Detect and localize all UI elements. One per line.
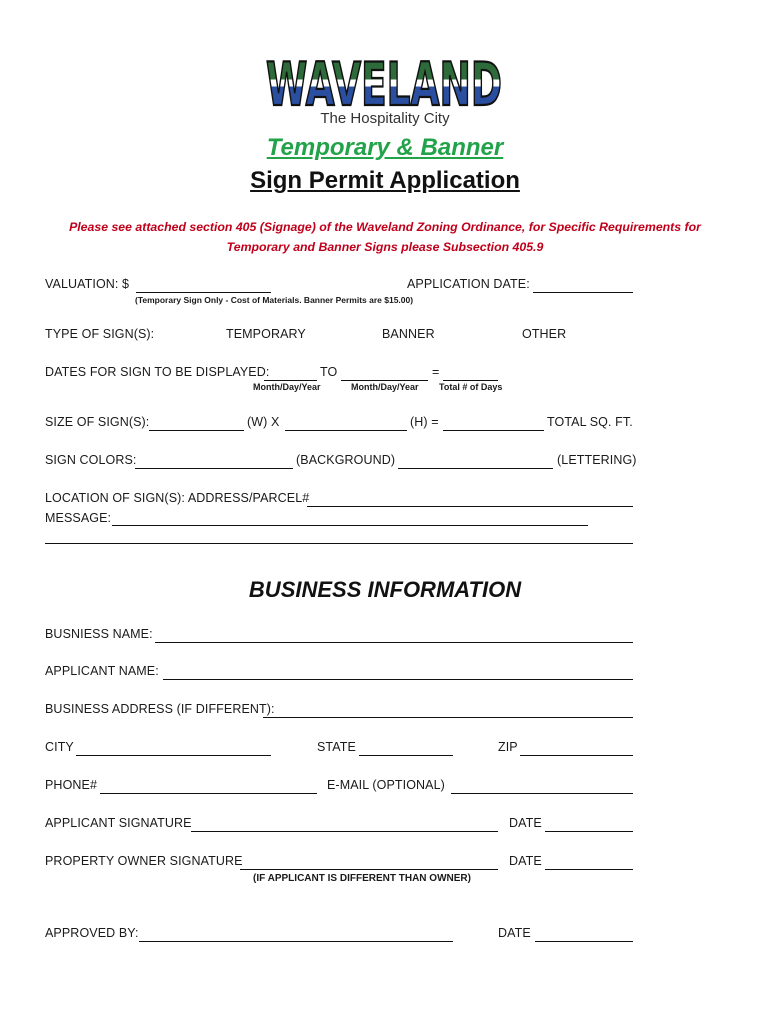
applicant-date-field[interactable]	[545, 831, 633, 832]
approved-by-label: APPROVED BY:	[45, 926, 139, 940]
background-label: (BACKGROUND)	[296, 453, 396, 467]
business-name-field[interactable]	[155, 642, 633, 643]
applicant-name-label: APPLICANT NAME:	[45, 664, 159, 678]
notice-line-1: Please see attached section 405 (Signage) of the Waveland Zoning Ordinance, for Specific Requirements for	[69, 220, 701, 234]
logo-wordmark: WAVELAND	[266, 50, 502, 110]
business-information-heading: BUSINESS INFORMATION	[248, 577, 522, 602]
dates-displayed-label: DATES FOR SIGN TO BE DISPLAYED:	[45, 365, 270, 379]
zip-label: ZIP	[498, 740, 518, 754]
total-days-caption: Total # of Days	[439, 382, 503, 392]
title-temporary-banner: Temporary & Banner	[266, 134, 504, 161]
message-field-line-2[interactable]	[45, 543, 633, 544]
total-days-field[interactable]	[443, 380, 498, 381]
owner-note: (IF APPLICANT IS DIFFERENT THAN OWNER)	[253, 873, 471, 884]
date-format-end: Month/Day/Year	[351, 382, 419, 392]
size-label: SIZE OF SIGN(S):	[45, 415, 150, 429]
phone-field[interactable]	[100, 793, 317, 794]
business-name-label: BUSNIESS NAME:	[45, 627, 153, 641]
approved-date-label: DATE	[498, 926, 531, 940]
lettering-label: (LETTERING)	[557, 453, 637, 467]
valuation-note: (Temporary Sign Only - Cost of Materials. Banner Permits are $15.00)	[135, 295, 414, 305]
tagline: The Hospitality City	[320, 110, 450, 127]
date-format-start: Month/Day/Year	[253, 382, 321, 392]
end-date-field[interactable]	[341, 380, 428, 381]
notice-line-2: Temporary and Banner Signs please Subsection 405.9	[226, 240, 544, 254]
applicant-date-label: DATE	[509, 816, 542, 830]
business-address-label: BUSINESS ADDRESS (IF DIFFERENT):	[45, 702, 275, 716]
location-field[interactable]	[307, 506, 633, 507]
message-label: MESSAGE:	[45, 511, 112, 525]
dates-to-label: TO	[320, 365, 338, 379]
total-sqft-label: TOTAL SQ. FT.	[547, 415, 633, 429]
zip-field[interactable]	[520, 755, 633, 756]
email-label: E-MAIL (OPTIONAL)	[327, 778, 445, 792]
applicant-signature-field[interactable]	[191, 831, 498, 832]
waveland-logo: W WAVELAND	[262, 44, 506, 110]
business-address-field[interactable]	[263, 717, 633, 718]
city-label: CITY	[45, 740, 74, 754]
width-field[interactable]	[149, 430, 244, 431]
application-date-field[interactable]	[533, 292, 633, 293]
sign-colors-label: SIGN COLORS:	[45, 453, 137, 467]
applicant-signature-label: APPLICANT SIGNATURE	[45, 816, 192, 830]
location-label: LOCATION OF SIGN(S): ADDRESS/PARCEL#	[45, 491, 310, 505]
phone-label: PHONE#	[45, 778, 98, 792]
height-field[interactable]	[285, 430, 407, 431]
lettering-color-field[interactable]	[398, 468, 553, 469]
type-of-sign-label: TYPE OF SIGN(S):	[45, 327, 155, 341]
city-field[interactable]	[76, 755, 271, 756]
valuation-label: VALUATION: $	[45, 277, 130, 291]
dates-equals: =	[432, 365, 440, 379]
type-option-temporary[interactable]: TEMPORARY	[226, 327, 306, 341]
state-field[interactable]	[359, 755, 453, 756]
width-label: (W) X	[247, 415, 280, 429]
state-label: STATE	[317, 740, 356, 754]
owner-date-field[interactable]	[545, 869, 633, 870]
type-option-banner[interactable]: BANNER	[382, 327, 435, 341]
applicant-name-field[interactable]	[163, 679, 633, 680]
title-sign-permit-application: Sign Permit Application	[250, 167, 520, 194]
height-label: (H) =	[410, 415, 439, 429]
valuation-field[interactable]	[136, 292, 271, 293]
approved-by-field[interactable]	[139, 941, 453, 942]
owner-date-label: DATE	[509, 854, 542, 868]
owner-signature-field[interactable]	[240, 869, 498, 870]
total-sqft-field[interactable]	[443, 430, 544, 431]
email-field[interactable]	[451, 793, 633, 794]
approved-date-field[interactable]	[535, 941, 633, 942]
background-color-field[interactable]	[135, 468, 293, 469]
application-date-label: APPLICATION DATE:	[407, 277, 530, 291]
message-field[interactable]	[112, 525, 588, 526]
start-date-field[interactable]	[264, 380, 317, 381]
type-option-other[interactable]: OTHER	[522, 327, 567, 341]
owner-signature-label: PROPERTY OWNER SIGNATURE	[45, 854, 243, 868]
